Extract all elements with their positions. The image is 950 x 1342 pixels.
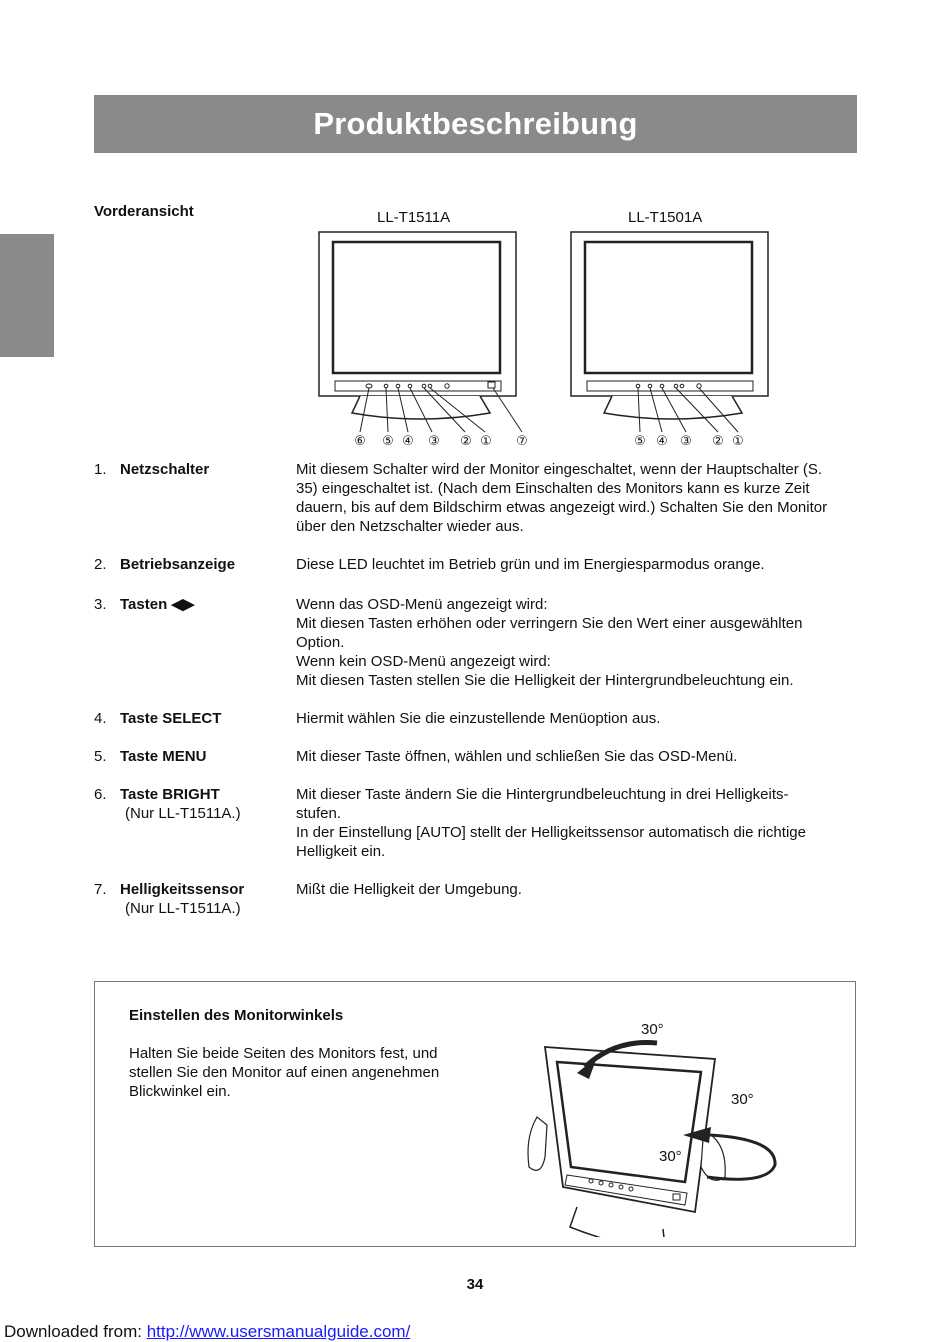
item-note: (Nur LL-T1511A.) bbox=[125, 900, 241, 917]
svg-text:①: ① bbox=[732, 434, 744, 449]
footer-prefix: Downloaded from: bbox=[4, 1322, 147, 1341]
front-view-label: Vorderansicht bbox=[94, 203, 194, 220]
svg-text:③: ③ bbox=[680, 434, 692, 449]
svg-text:②: ② bbox=[712, 434, 724, 449]
item-number: 2. bbox=[94, 556, 107, 573]
svg-text:③: ③ bbox=[428, 434, 440, 449]
monitor-t1511a-figure bbox=[300, 228, 540, 450]
item-name: Helligkeitssensor bbox=[120, 881, 245, 898]
model-label-t1501a: LL-T1501A bbox=[628, 209, 703, 226]
item-name: Taste SELECT bbox=[120, 710, 222, 727]
item-number: 4. bbox=[94, 710, 107, 727]
svg-text:④: ④ bbox=[402, 434, 414, 449]
item-description: Diese LED leuchtet im Betrieb grün und im Energiesparmodus orange. bbox=[296, 556, 765, 573]
item-description: Mit dieser Taste ändern Sie die Hintergrundbeleuchtung in drei Helligkeits- stufen. In der Einstellung [AUTO] stellt der Helligkeitssensor automatisch die richtige Helligkeit ein. bbox=[296, 786, 806, 860]
item-number: 5. bbox=[94, 748, 107, 765]
item-description: Mit dieser Taste öffnen, wählen und schließen Sie das OSD-Menü. bbox=[296, 748, 738, 765]
item-name: Taste BRIGHT bbox=[120, 786, 220, 803]
page-title-bar bbox=[94, 95, 857, 153]
angle-box-text: Halten Sie beide Seiten des Monitors fest, und stellen Sie den Monitor auf einen angenehmen Blickwinkel ein. bbox=[129, 1045, 440, 1100]
angle-label-right: 30° bbox=[731, 1091, 754, 1108]
download-footer bbox=[4, 1322, 410, 1342]
angle-label-bottom: 30° bbox=[659, 1148, 682, 1165]
item-description: Wenn das OSD-Menü angezeigt wird: Mit diesen Tasten erhöhen oder verringern Sie den Wert einer ausgewählten Option. Wenn kein OSD-Menü angezeigt wird: Mit diesen Tasten stellen Sie die Helligkeit der Hintergrundbeleuchtung ein. bbox=[296, 596, 803, 689]
svg-text:⑤: ⑤ bbox=[634, 434, 646, 449]
monitor-t1501a-figure bbox=[552, 228, 782, 450]
angle-label-top: 30° bbox=[641, 1021, 664, 1038]
monitor-angle-box bbox=[94, 981, 856, 1247]
item-number: 3. bbox=[94, 596, 107, 613]
item-description: Hiermit wählen Sie die einzustellende Menüoption aus. bbox=[296, 710, 661, 727]
page-title: Produktbeschreibung bbox=[313, 106, 638, 141]
section-tab bbox=[0, 234, 54, 357]
item-name: Taste MENU bbox=[120, 748, 207, 765]
item-description: Mit diesem Schalter wird der Monitor eingeschaltet, wenn der Hauptschalter (S. 35) eingeschaltet ist. (Nach dem Einschalten des Monitors kann es kurze Zeit dauern, bis auf dem Bildschirm etwas angezeigt wird.) Schalten Sie den Monitor über den Netzschalter wieder aus. bbox=[296, 461, 828, 535]
page-number: 34 bbox=[466, 1276, 484, 1293]
item-note: (Nur LL-T1511A.) bbox=[125, 805, 241, 822]
footer-link[interactable]: http://www.usersmanualguide.com/ bbox=[146, 1322, 411, 1341]
svg-text:②: ② bbox=[460, 434, 472, 449]
item-number: 1. bbox=[94, 461, 107, 478]
item-name: Betriebsanzeige bbox=[120, 556, 236, 573]
angle-box-title: Einstellen des Monitorwinkels bbox=[129, 1007, 344, 1024]
svg-text:①: ① bbox=[480, 434, 492, 449]
svg-text:⑦: ⑦ bbox=[516, 434, 528, 449]
svg-text:⑤: ⑤ bbox=[382, 434, 394, 449]
monitor-tilt-figure bbox=[515, 1017, 815, 1237]
item-number: 6. bbox=[94, 786, 107, 803]
model-label-t1511a: LL-T1511A bbox=[377, 209, 451, 226]
svg-text:⑥: ⑥ bbox=[354, 434, 366, 449]
svg-text:④: ④ bbox=[656, 434, 668, 449]
item-name: Tasten ◀▶ bbox=[120, 596, 195, 613]
item-description: Mißt die Helligkeit der Umgebung. bbox=[296, 881, 522, 898]
item-name: Netzschalter bbox=[120, 461, 210, 478]
item-number: 7. bbox=[94, 881, 107, 898]
